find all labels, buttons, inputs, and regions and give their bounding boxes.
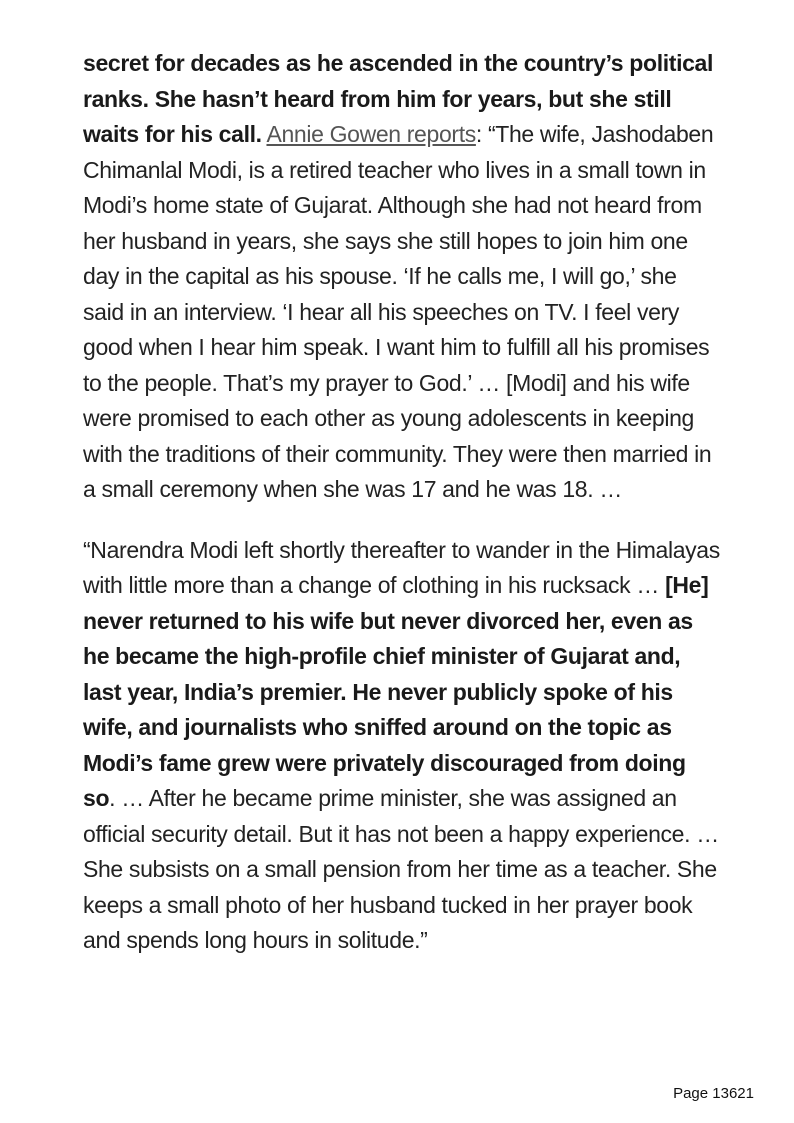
article-body [83,46,723,984]
annie-gowen-reports-link[interactable]: Annie Gowen reports [266,121,476,147]
article-paragraph-1 [83,46,723,508]
truncated-previous-line [83,19,703,45]
paragraph-2-intro-text: “Narendra Modi left shortly thereafter to wander in the Himalayas with little more than a change of clothing in his rucksack … [83,536,720,598]
paragraph-2-closing-text: . … After he became prime minister, she was assigned an official security detail. But it has not been a happy experience. … She subsists on a small pension from her time as a teacher. She keeps a small photo of her husband tucked in her prayer book and spends long hours in solitude.” [83,785,719,953]
bold-middle-text: [He] never returned to his wife but never divorced her, even as he became the high-profile chief minister of Gujarat and, last year, India’s premier. He never publicly spoke of his wife, and journalists who sniffed around on the topic as Modi’s fame grew were privately discouraged from doing so [83,572,709,811]
page-number: Page 13621 [673,1085,754,1102]
paragraph-1-body-text: : “The wife, Jashodaben Chimanlal Modi, is a retired teacher who lives in a small town in Modi’s home state of Gujarat. Although she had not heard from her husband in years, she says she still hopes to join him one day in the capital as his spouse. ‘If he calls me, I will go,’ she said in an interview. ‘I hear all his speeches on TV. I feel very good when I hear him speak. I want him to fulfill all his promises to the people. That’s my prayer to God.’ … [Modi] and his wife were promised to each other as young adolescents in keeping with the traditions of their community. They were then married in a small ceremony when she was 17 and he was 18. … [83,121,714,502]
article-paragraph-2 [83,533,723,959]
bold-lead-text: secret for decades as he ascended in the country’s political ranks. She hasn’t heard from him for years, but she still waits for his call. [83,50,714,147]
